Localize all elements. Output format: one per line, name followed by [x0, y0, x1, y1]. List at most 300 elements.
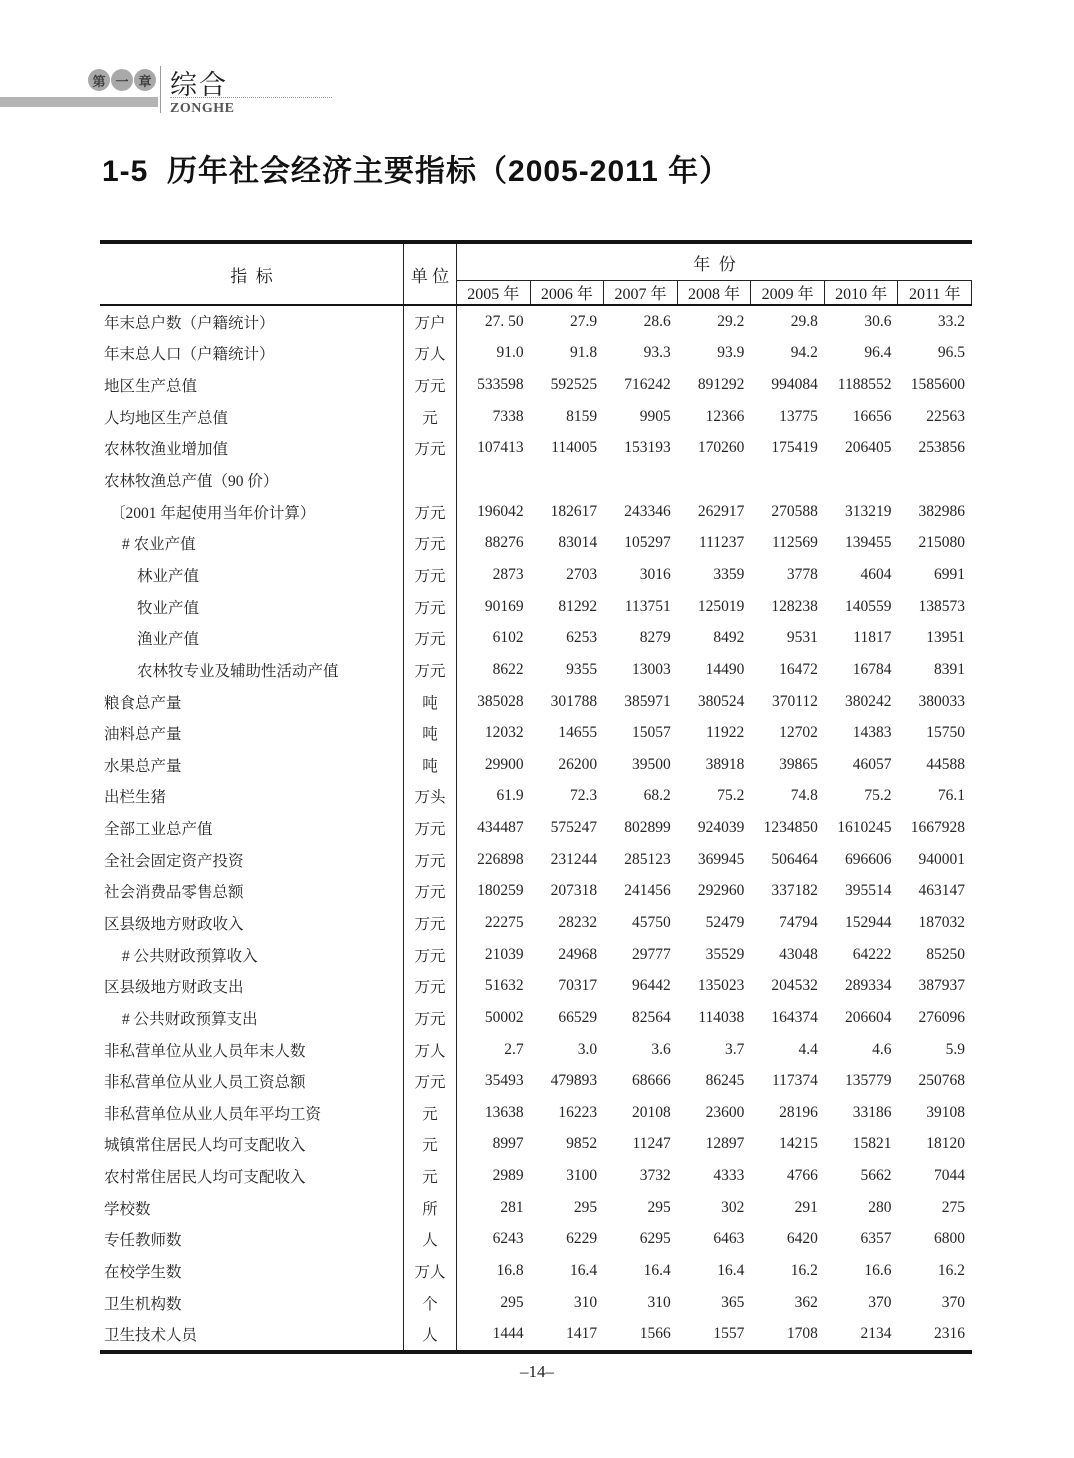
- row-label-text: 农林牧渔业增加值: [104, 441, 229, 459]
- table-row: [100, 401, 972, 433]
- table-row: [100, 1287, 972, 1319]
- row-value: 152944: [844, 913, 892, 931]
- row-value: 113751: [624, 597, 671, 615]
- row-label-text: 水果总产量: [104, 757, 182, 775]
- row-value: 44588: [926, 755, 966, 773]
- table-row: [100, 1002, 972, 1034]
- table-row: [100, 907, 972, 939]
- row-value: 14383: [852, 724, 892, 742]
- row-label: [100, 464, 403, 496]
- row-value: 243346: [624, 502, 671, 520]
- row-value: 292960: [697, 882, 745, 900]
- row-value: 4766: [786, 1167, 818, 1185]
- row-label-text: 农林牧专业及辅助性活动产值: [137, 662, 339, 680]
- row-label-text: 出栏生猪: [104, 789, 167, 807]
- row-value: [604, 464, 678, 496]
- row-value: 14215: [779, 1135, 818, 1153]
- row-unit: 万头: [403, 781, 457, 813]
- chapter-badge: [88, 69, 156, 91]
- row-value: 207318: [550, 882, 598, 900]
- row-unit: 万元: [403, 844, 457, 876]
- row-value: 3016: [639, 565, 671, 583]
- row-value: 15821: [852, 1135, 892, 1153]
- row-value: 82564: [631, 1008, 671, 1026]
- row-value: 285123: [624, 850, 671, 868]
- row-label: [100, 781, 403, 813]
- row-value: 96442: [631, 977, 671, 995]
- row-value: 281: [500, 1198, 524, 1216]
- row-unit: 元: [403, 1160, 457, 1192]
- row-value: 12032: [484, 724, 524, 742]
- row-value: 6800: [934, 1230, 966, 1248]
- row-value: 29777: [631, 945, 671, 963]
- row-label-text: 专任教师数: [104, 1232, 182, 1250]
- row-value: 463147: [918, 882, 966, 900]
- row-value: 4333: [713, 1167, 745, 1185]
- row-value: 29900: [484, 755, 524, 773]
- row-label-text: # 农业产值: [122, 536, 196, 554]
- row-value: 12366: [705, 407, 745, 425]
- row-value: 51632: [484, 977, 524, 995]
- table-row: [100, 464, 972, 496]
- row-value: 802899: [624, 819, 671, 837]
- row-value: 68666: [631, 1072, 671, 1090]
- row-value: 164374: [771, 1008, 818, 1026]
- row-label: [100, 876, 403, 908]
- row-value: 24968: [558, 945, 598, 963]
- chapter-divider-line: [160, 66, 161, 113]
- row-value: 15057: [631, 724, 671, 742]
- row-value: 75.2: [717, 787, 745, 805]
- row-label-text: 牧业产值: [137, 599, 200, 617]
- row-value: 506464: [771, 850, 818, 868]
- row-label-text: 粮食总产量: [104, 694, 182, 712]
- table-row: [100, 1034, 972, 1066]
- row-value: 11922: [706, 724, 745, 742]
- row-label-text: 卫生机构数: [104, 1295, 182, 1313]
- row-value: 206405: [844, 439, 892, 457]
- row-value: 8391: [934, 660, 966, 678]
- row-value: 6102: [492, 629, 524, 647]
- row-value: 23600: [705, 1103, 745, 1121]
- page-title: 1-5 历年社会经济主要指标（2005-2011 年）: [102, 155, 731, 188]
- row-value: 6295: [639, 1230, 671, 1248]
- row-value: 138573: [918, 597, 966, 615]
- row-value: 28.6: [643, 312, 671, 330]
- row-value: 6229: [566, 1230, 598, 1248]
- row-value: 533598: [477, 376, 524, 394]
- table-row: [100, 876, 972, 908]
- row-unit: 吨: [403, 686, 457, 718]
- row-value: 9355: [566, 660, 598, 678]
- row-unit: 万元: [403, 496, 457, 528]
- row-value: 33186: [852, 1103, 892, 1121]
- row-value: 6243: [492, 1230, 524, 1248]
- row-value: 16.6: [864, 1262, 892, 1280]
- table-row: [100, 559, 972, 591]
- row-label: [100, 970, 403, 1002]
- row-value: 6253: [566, 629, 598, 647]
- row-value: 18120: [926, 1135, 966, 1153]
- header-years-block: [457, 244, 972, 304]
- table-row: [100, 1224, 972, 1256]
- row-value: 3.6: [651, 1040, 671, 1058]
- row-value: 1610245: [837, 819, 892, 837]
- row-value: 241456: [624, 882, 671, 900]
- row-label: [100, 527, 403, 559]
- row-value: 68.2: [643, 787, 671, 805]
- row-label: [100, 907, 403, 939]
- row-label-text: 学校数: [104, 1200, 151, 1218]
- table-row: [100, 527, 972, 559]
- header-unit: 单 位: [403, 244, 457, 304]
- row-value: 276096: [918, 1008, 966, 1026]
- row-value: 2989: [492, 1167, 524, 1185]
- row-value: [457, 464, 531, 496]
- row-label-text: 区县级地方财政收入: [104, 915, 244, 933]
- table-row: [100, 1255, 972, 1287]
- row-value: 35529: [705, 945, 745, 963]
- row-value: 187032: [918, 913, 966, 931]
- row-label-text: 全部工业总产值: [104, 821, 213, 839]
- row-unit: 万元: [403, 527, 457, 559]
- row-label-text: # 公共财政预算支出: [122, 1010, 258, 1028]
- table-row: [100, 369, 972, 401]
- row-unit: 吨: [403, 717, 457, 749]
- table-row: [100, 749, 972, 781]
- row-value: 94.2: [790, 344, 818, 362]
- row-label-text: 城镇常住居民人均可支配收入: [104, 1137, 306, 1155]
- row-label: [100, 749, 403, 781]
- chapter-badge-char: 一: [111, 69, 133, 91]
- row-value: 39500: [631, 755, 671, 773]
- row-value: 270588: [771, 502, 818, 520]
- row-value: 28196: [779, 1103, 818, 1121]
- row-label-text: 非私营单位从业人员工资总额: [104, 1074, 306, 1092]
- table-row: [100, 781, 972, 813]
- row-value: 175419: [771, 439, 818, 457]
- row-value: 6420: [786, 1230, 818, 1248]
- row-value: 81292: [558, 597, 598, 615]
- table-row: [100, 686, 972, 718]
- row-value: 3359: [713, 565, 745, 583]
- row-value: 16784: [852, 660, 892, 678]
- row-value: 295: [647, 1198, 671, 1216]
- row-value: 275: [941, 1198, 966, 1216]
- row-label-text: 社会消费品零售总额: [104, 884, 244, 902]
- row-value: 182617: [550, 502, 598, 520]
- chapter-badge-char: 第: [88, 69, 110, 91]
- row-label: [100, 1065, 403, 1097]
- row-value: 1417: [566, 1325, 598, 1343]
- row-value: 592525: [550, 376, 598, 394]
- row-label: [100, 812, 403, 844]
- row-label-text: 油料总产量: [104, 726, 182, 744]
- row-value: 66529: [558, 1008, 598, 1026]
- row-unit: 万元: [403, 622, 457, 654]
- row-value: 4.4: [798, 1040, 818, 1058]
- row-value: 3100: [566, 1167, 598, 1185]
- row-label: [100, 401, 403, 433]
- row-value: 7044: [934, 1167, 966, 1185]
- row-value: 3.7: [724, 1040, 745, 1058]
- row-value: 7338: [492, 407, 524, 425]
- row-label-text: 林业产值: [137, 567, 200, 585]
- row-label: [100, 369, 403, 401]
- row-label: [100, 338, 403, 370]
- row-value: 250768: [918, 1072, 966, 1090]
- row-value: 9905: [639, 407, 671, 425]
- row-label: [100, 306, 403, 338]
- row-value: 61.9: [496, 787, 524, 805]
- row-unit: 元: [403, 1129, 457, 1161]
- row-value: 8492: [713, 629, 745, 647]
- row-value: 11247: [632, 1135, 671, 1153]
- table-row: [100, 591, 972, 623]
- row-value: 12897: [705, 1135, 745, 1153]
- row-unit: 万元: [403, 591, 457, 623]
- row-value: 91.0: [496, 344, 524, 362]
- row-value: 1585600: [910, 376, 966, 394]
- row-value: 8279: [639, 629, 671, 647]
- row-value: 382986: [918, 502, 966, 520]
- row-label: [100, 1129, 403, 1161]
- row-value: 30.6: [864, 312, 892, 330]
- row-unit: 万人: [403, 1255, 457, 1287]
- row-value: 13003: [631, 660, 671, 678]
- row-value: [678, 464, 752, 496]
- row-value: 93.9: [717, 344, 745, 362]
- row-unit: 万元: [403, 812, 457, 844]
- row-value: 5662: [860, 1167, 892, 1185]
- row-value: 1708: [786, 1325, 818, 1343]
- row-value: 12702: [779, 724, 818, 742]
- row-value: 1188552: [837, 376, 892, 394]
- table-row: [100, 1192, 972, 1224]
- row-label: [100, 591, 403, 623]
- header-year-cell: 2010 年: [825, 281, 899, 304]
- row-value: 22563: [926, 407, 966, 425]
- table-row: [100, 496, 972, 528]
- row-value: 114038: [698, 1008, 745, 1026]
- row-value: 26200: [558, 755, 598, 773]
- table-row: [100, 622, 972, 654]
- row-value: 180259: [477, 882, 524, 900]
- row-value: 114005: [551, 439, 598, 457]
- row-value: 1557: [713, 1325, 745, 1343]
- row-label-text: 年末总人口（户籍统计）: [104, 346, 275, 364]
- row-value: 27.9: [570, 312, 598, 330]
- row-value: 370: [868, 1293, 892, 1311]
- row-unit: 万元: [403, 907, 457, 939]
- row-label: [100, 1255, 403, 1287]
- row-value: 111237: [698, 534, 745, 552]
- row-value: 139455: [844, 534, 892, 552]
- row-label: [100, 622, 403, 654]
- row-label-text: 地区生产总值: [104, 378, 198, 396]
- chapter-badge-char: 章: [134, 69, 156, 91]
- row-value: 38918: [705, 755, 745, 773]
- row-value: 6991: [934, 565, 966, 583]
- row-value: 22275: [484, 913, 524, 931]
- row-value: 6357: [860, 1230, 892, 1248]
- row-value: 135779: [844, 1072, 892, 1090]
- row-value: 83014: [558, 534, 598, 552]
- row-label: [100, 1224, 403, 1256]
- row-value: 370112: [771, 692, 818, 710]
- row-value: 29.8: [790, 312, 818, 330]
- row-value: 696606: [844, 850, 892, 868]
- table-row: [100, 654, 972, 686]
- chapter-dotted-rule: [170, 90, 332, 98]
- row-value: 291: [794, 1198, 818, 1216]
- row-label-text: 卫生技术人员: [104, 1327, 198, 1345]
- row-value: 385028: [477, 692, 524, 710]
- row-unit: 万元: [403, 970, 457, 1002]
- row-unit: 万人: [403, 1034, 457, 1066]
- row-value: 43048: [779, 945, 818, 963]
- row-unit: 人: [403, 1224, 457, 1256]
- row-value: 6463: [713, 1230, 745, 1248]
- row-value: 15750: [926, 724, 966, 742]
- row-value: 313219: [844, 502, 892, 520]
- row-label: [100, 1002, 403, 1034]
- table-row: [100, 1160, 972, 1192]
- row-value: 380033: [918, 692, 966, 710]
- row-value: 387937: [918, 977, 966, 995]
- header-year-cell: 2005 年: [457, 281, 531, 304]
- row-value: 91.8: [570, 344, 598, 362]
- row-unit: 万元: [403, 1002, 457, 1034]
- row-unit: 万元: [403, 559, 457, 591]
- row-value: 940001: [918, 850, 966, 868]
- row-value: 50002: [484, 1008, 524, 1026]
- chapter-subtitle: ZONGHE: [170, 101, 235, 116]
- table-row: [100, 939, 972, 971]
- header-indicator: 指 标: [230, 266, 273, 286]
- row-value: 924039: [697, 819, 745, 837]
- row-value: 1667928: [910, 819, 966, 837]
- row-label: [100, 1319, 403, 1351]
- row-value: 280: [868, 1198, 892, 1216]
- table-row: [100, 844, 972, 876]
- table-row: [100, 717, 972, 749]
- row-unit: 万元: [403, 939, 457, 971]
- row-value: 289334: [844, 977, 892, 995]
- chapter-gray-bar: [0, 97, 158, 107]
- row-value: 70317: [558, 977, 598, 995]
- row-value: 128238: [771, 597, 818, 615]
- row-value: 13951: [926, 629, 966, 647]
- row-value: 74.8: [790, 787, 818, 805]
- row-value: 395514: [844, 882, 892, 900]
- row-label: [100, 717, 403, 749]
- row-value: 112569: [771, 534, 818, 552]
- table-row: [100, 1129, 972, 1161]
- table-row: [100, 1097, 972, 1129]
- row-value: 362: [794, 1293, 818, 1311]
- row-label-text: 年末总户数（户籍统计）: [104, 314, 275, 332]
- row-label-text: 全社会固定资产投资: [104, 852, 244, 870]
- table-row: [100, 306, 972, 338]
- table-row: [100, 338, 972, 370]
- row-value: 74794: [779, 913, 818, 931]
- row-value: [531, 464, 605, 496]
- row-value: 135023: [697, 977, 745, 995]
- row-label-text: 区县级地方财政支出: [104, 979, 244, 997]
- row-unit: 万人: [403, 338, 457, 370]
- row-value: 370: [941, 1293, 966, 1311]
- row-value: 39865: [779, 755, 818, 773]
- row-label-text: 渔业产值: [137, 631, 200, 649]
- row-value: 365: [721, 1293, 745, 1311]
- row-value: 27. 50: [484, 312, 524, 330]
- row-unit: 个: [403, 1287, 457, 1319]
- row-value: 11817: [853, 629, 892, 647]
- header-year-cell: 2007 年: [604, 281, 678, 304]
- header-year-cell: 2008 年: [678, 281, 752, 304]
- row-value: 3732: [639, 1167, 671, 1185]
- row-value: 88276: [484, 534, 524, 552]
- row-label-text: 非私营单位从业人员年平均工资: [104, 1105, 322, 1123]
- row-value: 93.3: [643, 344, 671, 362]
- row-value: 196042: [477, 502, 524, 520]
- row-value: 16.4: [570, 1262, 598, 1280]
- row-label: [100, 496, 403, 528]
- row-unit: [403, 464, 457, 496]
- row-label: [100, 1034, 403, 1066]
- row-value: 153193: [624, 439, 671, 457]
- row-value: 8997: [492, 1135, 524, 1153]
- row-value: 72.3: [570, 787, 598, 805]
- row-label-text: 在校学生数: [104, 1264, 182, 1282]
- row-value: 369945: [697, 850, 745, 868]
- row-value: 105297: [624, 534, 671, 552]
- row-value: 4.6: [872, 1040, 892, 1058]
- chapter-title: 综合: [170, 70, 228, 100]
- row-value: 39108: [926, 1103, 966, 1121]
- row-label: [100, 559, 403, 591]
- row-unit: 元: [403, 401, 457, 433]
- row-value: [751, 464, 825, 496]
- row-value: 13775: [779, 407, 818, 425]
- row-value: 9852: [566, 1135, 598, 1153]
- row-value: 1444: [492, 1325, 524, 1343]
- row-value: 20108: [631, 1103, 671, 1121]
- row-value: 2.7: [504, 1040, 524, 1058]
- row-value: 170260: [697, 439, 745, 457]
- table-row: [100, 812, 972, 844]
- row-value: 204532: [771, 977, 818, 995]
- row-unit: 人: [403, 1319, 457, 1351]
- row-value: 310: [647, 1293, 671, 1311]
- row-value: 253856: [918, 439, 966, 457]
- row-value: 29.2: [717, 312, 745, 330]
- row-label-text: 非私营单位从业人员年末人数: [104, 1042, 306, 1060]
- page-number: –14–: [520, 1362, 554, 1381]
- row-value: 14490: [705, 660, 745, 678]
- row-label-text: 农村常住居民人均可支配收入: [104, 1169, 306, 1187]
- row-value: 262917: [697, 502, 745, 520]
- row-value: 4604: [860, 565, 892, 583]
- row-value: 85250: [926, 945, 966, 963]
- row-label-text: 〔2001 年起使用当年价计算）: [110, 504, 316, 522]
- row-value: 33.2: [937, 312, 966, 330]
- row-value: 21039: [484, 945, 524, 963]
- row-value: 8159: [566, 407, 598, 425]
- row-value: 52479: [705, 913, 745, 931]
- row-value: 5.9: [945, 1040, 966, 1058]
